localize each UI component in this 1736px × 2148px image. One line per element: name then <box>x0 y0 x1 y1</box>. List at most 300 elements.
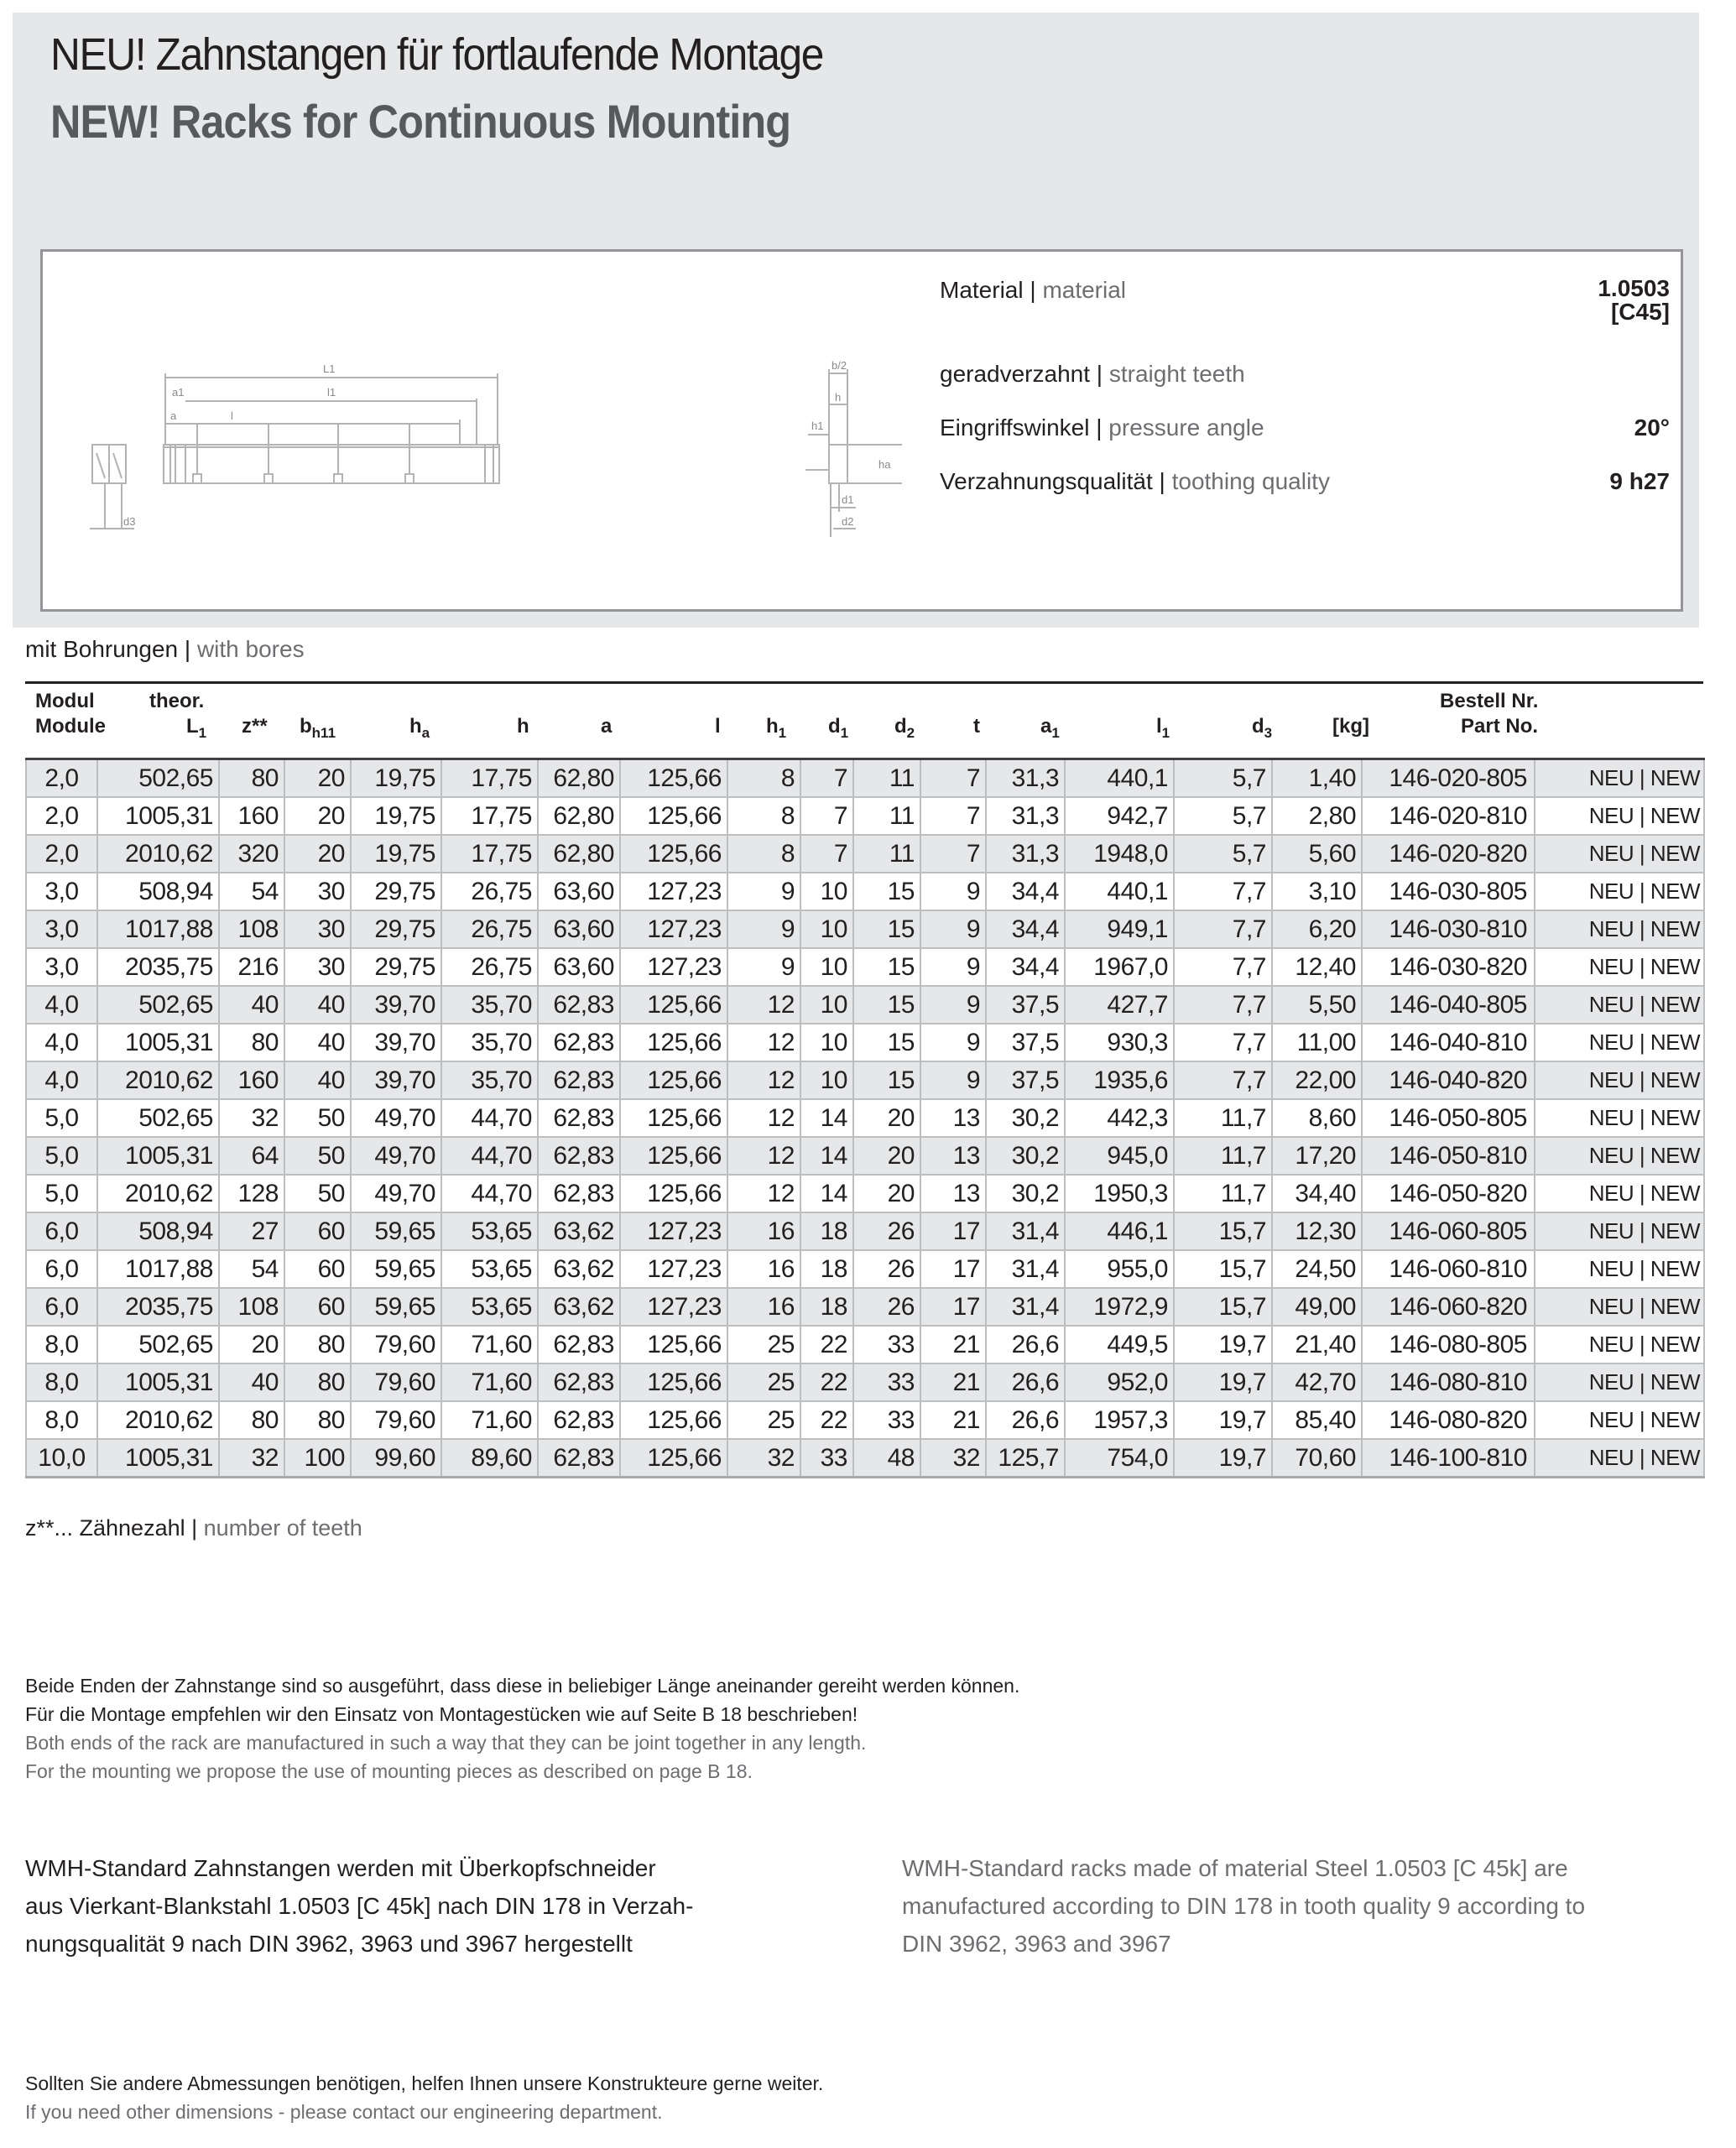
cell-t: 13 <box>920 1099 986 1137</box>
cell-l1: 442,3 <box>1065 1099 1174 1137</box>
cell-part: 146-040-805 <box>1362 986 1535 1024</box>
spec-toothing-quality <box>940 468 1670 495</box>
cell-h1: 9 <box>727 873 800 910</box>
cell-h1: 8 <box>727 797 800 835</box>
cell-d2: 20 <box>853 1137 920 1175</box>
table-top-rule <box>25 681 1703 684</box>
cell-z: 27 <box>219 1212 284 1250</box>
cell-part: 146-080-805 <box>1362 1326 1535 1363</box>
label-ha: ha <box>878 458 891 471</box>
cell-l1: 1950,3 <box>1065 1175 1174 1212</box>
cell-l1-theor: 1017,88 <box>97 910 219 948</box>
table-row <box>26 1439 1704 1478</box>
cell-module: 8,0 <box>26 1363 97 1401</box>
cell-l1-theor: 1017,88 <box>97 1250 219 1288</box>
cell-kg: 5,50 <box>1272 986 1362 1024</box>
header-h: h <box>517 715 529 738</box>
cell-h: 26,75 <box>441 948 538 986</box>
table-row <box>26 910 1704 948</box>
spec-label-de: geradverzahnt <box>940 361 1091 387</box>
cell-z: 160 <box>219 797 284 835</box>
cell-kg: 22,00 <box>1272 1061 1362 1099</box>
cell-l1: 440,1 <box>1065 873 1174 910</box>
cell-module: 3,0 <box>26 948 97 986</box>
cell-neu: NEU | NEW <box>1535 1439 1704 1478</box>
cell-z: 160 <box>219 1061 284 1099</box>
cell-h: 26,75 <box>441 873 538 910</box>
cell-l1: 1935,6 <box>1065 1061 1174 1099</box>
cell-t: 9 <box>920 986 986 1024</box>
cell-a: 62,83 <box>538 1061 620 1099</box>
standard-de-line: nungsqualität 9 nach DIN 3962, 3963 und 3967 hergestellt <box>25 1931 633 1957</box>
table-row <box>26 1250 1704 1288</box>
cell-module: 4,0 <box>26 1061 97 1099</box>
cell-a: 62,83 <box>538 1439 620 1478</box>
cell-h: 44,70 <box>441 1175 538 1212</box>
header-text: d <box>894 715 907 738</box>
cell-a1: 30,2 <box>986 1099 1065 1137</box>
cell-t: 9 <box>920 1061 986 1099</box>
cell-d1: 18 <box>800 1288 853 1326</box>
cell-h: 17,75 <box>441 797 538 835</box>
cell-z: 216 <box>219 948 284 986</box>
cell-d1: 22 <box>800 1401 853 1439</box>
label-d1: d1 <box>842 493 854 506</box>
cell-t: 21 <box>920 1326 986 1363</box>
cell-a1: 31,4 <box>986 1212 1065 1250</box>
footnote-de: z**... Zähnezahl <box>25 1515 185 1541</box>
contact-de: Sollten Sie andere Abmessungen benötigen, helfen Ihnen unsere Konstrukteure gerne weiter. <box>25 2072 824 2094</box>
cell-ha: 59,65 <box>351 1212 441 1250</box>
cell-b: 50 <box>284 1137 351 1175</box>
cell-l1: 955,0 <box>1065 1250 1174 1288</box>
cell-module: 2,0 <box>26 759 97 798</box>
cell-module: 6,0 <box>26 1250 97 1288</box>
cell-d2: 20 <box>853 1099 920 1137</box>
cell-d3: 19,7 <box>1174 1439 1272 1478</box>
header-l1 <box>1156 715 1170 742</box>
cell-l1-theor: 502,65 <box>97 759 219 798</box>
cell-d1: 10 <box>800 910 853 948</box>
cell-l: 127,23 <box>620 1288 727 1326</box>
label-a: a <box>170 409 177 422</box>
header-h1 <box>766 715 786 742</box>
cell-h: 71,60 <box>441 1401 538 1439</box>
cell-h: 89,60 <box>441 1439 538 1478</box>
cell-kg: 49,00 <box>1272 1288 1362 1326</box>
cell-ha: 29,75 <box>351 873 441 910</box>
cell-l1-theor: 2010,62 <box>97 1175 219 1212</box>
cell-b: 80 <box>284 1326 351 1363</box>
standard-en-line: DIN 3962, 3963 and 3967 <box>902 1931 1171 1957</box>
cell-h: 17,75 <box>441 759 538 798</box>
cell-h: 44,70 <box>441 1137 538 1175</box>
cell-d1: 10 <box>800 948 853 986</box>
cell-d3: 15,7 <box>1174 1212 1272 1250</box>
cell-a1: 30,2 <box>986 1175 1065 1212</box>
cell-d1: 14 <box>800 1099 853 1137</box>
cell-b: 60 <box>284 1288 351 1326</box>
label-a1: a1 <box>172 386 185 399</box>
cell-z: 20 <box>219 1326 284 1363</box>
table-row <box>26 1099 1704 1137</box>
cell-l1: 945,0 <box>1065 1137 1174 1175</box>
header-sub: 1 <box>840 725 849 741</box>
header-text: a <box>1040 715 1052 738</box>
cell-d3: 5,7 <box>1174 835 1272 873</box>
note-de-2: Für die Montage empfehlen wir den Einsatz von Montagestücken wie auf Seite B 18 beschrieben! <box>25 1703 858 1725</box>
cell-h1: 12 <box>727 986 800 1024</box>
cell-module: 5,0 <box>26 1175 97 1212</box>
cell-neu: NEU | NEW <box>1535 873 1704 910</box>
cell-h1: 12 <box>727 1099 800 1137</box>
cell-a: 63,62 <box>538 1288 620 1326</box>
cell-l: 125,66 <box>620 1401 727 1439</box>
cell-neu: NEU | NEW <box>1535 1137 1704 1175</box>
cell-d3: 7,7 <box>1174 910 1272 948</box>
cell-l1-theor: 1005,31 <box>97 1363 219 1401</box>
cell-part: 146-060-820 <box>1362 1288 1535 1326</box>
spec-material <box>940 275 1670 325</box>
cell-t: 21 <box>920 1401 986 1439</box>
cell-d3: 19,7 <box>1174 1401 1272 1439</box>
cell-l1: 930,3 <box>1065 1024 1174 1061</box>
cell-part: 146-050-820 <box>1362 1175 1535 1212</box>
header-a: a <box>601 715 613 738</box>
separator: | <box>1030 277 1036 303</box>
header-text: d <box>1252 715 1264 738</box>
cell-ha: 19,75 <box>351 797 441 835</box>
cell-d1: 10 <box>800 986 853 1024</box>
cell-t: 17 <box>920 1250 986 1288</box>
rack-body <box>164 445 499 483</box>
cell-kg: 21,40 <box>1272 1326 1362 1363</box>
cell-module: 2,0 <box>26 835 97 873</box>
cell-l1-theor: 1005,31 <box>97 1137 219 1175</box>
cell-d3: 7,7 <box>1174 948 1272 986</box>
cell-neu: NEU | NEW <box>1535 1061 1704 1099</box>
cell-d3: 7,7 <box>1174 873 1272 910</box>
header-sub: 1 <box>198 725 207 741</box>
label-d2: d2 <box>842 515 854 528</box>
cell-module: 4,0 <box>26 1024 97 1061</box>
cell-d3: 11,7 <box>1174 1099 1272 1137</box>
spec-label-en: pressure angle <box>1108 414 1264 441</box>
cell-d2: 11 <box>853 797 920 835</box>
cell-h1: 8 <box>727 759 800 798</box>
cell-neu: NEU | NEW <box>1535 1024 1704 1061</box>
spec-label-de: Eingriffswinkel <box>940 414 1090 441</box>
cell-z: 54 <box>219 1250 284 1288</box>
cell-ha: 49,70 <box>351 1099 441 1137</box>
cell-a: 63,60 <box>538 873 620 910</box>
cell-h1: 12 <box>727 1175 800 1212</box>
cell-part: 146-030-805 <box>1362 873 1535 910</box>
header-text: h <box>766 715 779 738</box>
cell-part: 146-040-810 <box>1362 1024 1535 1061</box>
table-row <box>26 1212 1704 1250</box>
cell-d2: 33 <box>853 1401 920 1439</box>
cell-kg: 70,60 <box>1272 1439 1362 1478</box>
cell-h1: 9 <box>727 910 800 948</box>
cell-part: 146-050-805 <box>1362 1099 1535 1137</box>
spec-label-en: material <box>1042 277 1127 303</box>
cell-h1: 16 <box>727 1250 800 1288</box>
cell-d3: 5,7 <box>1174 797 1272 835</box>
cell-part: 146-080-810 <box>1362 1363 1535 1401</box>
cell-h: 71,60 <box>441 1363 538 1401</box>
cell-d2: 15 <box>853 948 920 986</box>
cell-module: 3,0 <box>26 873 97 910</box>
cell-d2: 15 <box>853 1024 920 1061</box>
cell-a: 62,83 <box>538 1326 620 1363</box>
spec-label-de: Verzahnungsqualität <box>940 468 1153 494</box>
cell-l1: 1948,0 <box>1065 835 1174 873</box>
cell-d1: 22 <box>800 1363 853 1401</box>
cell-b: 30 <box>284 873 351 910</box>
spec-value: 20° <box>1634 414 1670 441</box>
cell-d2: 15 <box>853 1061 920 1099</box>
cell-h1: 12 <box>727 1137 800 1175</box>
cell-a1: 37,5 <box>986 986 1065 1024</box>
cell-t: 9 <box>920 910 986 948</box>
cell-h: 53,65 <box>441 1288 538 1326</box>
cell-kg: 6,20 <box>1272 910 1362 948</box>
cell-l: 127,23 <box>620 1250 727 1288</box>
cell-kg: 1,40 <box>1272 759 1362 798</box>
spec-label-de: Material <box>940 277 1024 303</box>
cell-a: 62,83 <box>538 1175 620 1212</box>
footnote <box>25 1515 362 1541</box>
cell-kg: 24,50 <box>1272 1250 1362 1288</box>
cell-h1: 25 <box>727 1401 800 1439</box>
header-d3 <box>1252 715 1272 742</box>
footnote-en: number of teeth <box>203 1515 362 1541</box>
standard-de-line: aus Vierkant-Blankstahl 1.0503 [C 45k] nach DIN 178 in Verzah- <box>25 1893 694 1919</box>
cell-module: 8,0 <box>26 1326 97 1363</box>
cell-z: 64 <box>219 1137 284 1175</box>
cell-neu: NEU | NEW <box>1535 1288 1704 1326</box>
cell-b: 40 <box>284 1024 351 1061</box>
cell-l1: 1957,3 <box>1065 1401 1174 1439</box>
cell-a1: 34,4 <box>986 873 1065 910</box>
header-b <box>300 715 336 742</box>
header-sub: 2 <box>906 725 915 741</box>
cell-a: 63,60 <box>538 948 620 986</box>
cell-a: 62,83 <box>538 1099 620 1137</box>
spec-label-en: toothing quality <box>1171 468 1330 494</box>
header-sub: h11 <box>311 725 336 741</box>
cell-t: 9 <box>920 1024 986 1061</box>
spec-value <box>1598 277 1670 324</box>
header-sub: 1 <box>778 725 787 741</box>
cell-a: 62,83 <box>538 1137 620 1175</box>
cell-b: 60 <box>284 1250 351 1288</box>
side-section <box>829 445 847 483</box>
cell-a1: 30,2 <box>986 1137 1065 1175</box>
cell-a: 62,83 <box>538 1401 620 1439</box>
cell-neu: NEU | NEW <box>1535 797 1704 835</box>
cell-l: 125,66 <box>620 1439 727 1478</box>
cell-a: 62,80 <box>538 797 620 835</box>
cell-ha: 79,60 <box>351 1401 441 1439</box>
cell-a: 63,62 <box>538 1250 620 1288</box>
cell-b: 60 <box>284 1212 351 1250</box>
cell-a1: 31,3 <box>986 835 1065 873</box>
cell-d3: 7,7 <box>1174 1061 1272 1099</box>
separator: | <box>1096 414 1103 441</box>
cell-l1: 754,0 <box>1065 1439 1174 1478</box>
cell-a1: 26,6 <box>986 1363 1065 1401</box>
cell-ha: 99,60 <box>351 1439 441 1478</box>
cell-d2: 48 <box>853 1439 920 1478</box>
standard-en-line: manufactured according to DIN 178 in tooth quality 9 according to <box>902 1893 1586 1919</box>
cell-h: 35,70 <box>441 1061 538 1099</box>
cell-neu: NEU | NEW <box>1535 1401 1704 1439</box>
cell-d3: 19,7 <box>1174 1326 1272 1363</box>
spec-label-en: straight teeth <box>1108 361 1245 387</box>
header-sub: a <box>421 725 430 741</box>
cell-l1-theor: 2010,62 <box>97 835 219 873</box>
header-sub: 1 <box>1161 725 1170 741</box>
cell-part: 146-080-820 <box>1362 1401 1535 1439</box>
table-row <box>26 986 1704 1024</box>
cell-d2: 11 <box>853 835 920 873</box>
cell-ha: 29,75 <box>351 948 441 986</box>
cell-l1-theor: 2035,75 <box>97 1288 219 1326</box>
cell-a: 62,80 <box>538 759 620 798</box>
cell-z: 80 <box>219 759 284 798</box>
cell-h1: 25 <box>727 1326 800 1363</box>
cell-ha: 39,70 <box>351 1024 441 1061</box>
cell-l1: 440,1 <box>1065 759 1174 798</box>
cell-l: 125,66 <box>620 1061 727 1099</box>
cell-kg: 85,40 <box>1272 1401 1362 1439</box>
cell-t: 21 <box>920 1363 986 1401</box>
cell-neu: NEU | NEW <box>1535 1363 1704 1401</box>
header-text: b <box>300 715 312 738</box>
table-row <box>26 1137 1704 1175</box>
cell-b: 20 <box>284 759 351 798</box>
page-title-en: NEW! Racks for Continuous Mounting <box>50 95 791 148</box>
header-text: l <box>1156 715 1162 738</box>
cell-t: 7 <box>920 759 986 798</box>
cell-a1: 125,7 <box>986 1439 1065 1478</box>
cell-part: 146-020-820 <box>1362 835 1535 873</box>
table-row <box>26 1363 1704 1401</box>
cell-t: 17 <box>920 1288 986 1326</box>
cell-d2: 26 <box>853 1250 920 1288</box>
cell-z: 40 <box>219 986 284 1024</box>
cell-l1-theor: 2035,75 <box>97 948 219 986</box>
cell-h1: 16 <box>727 1212 800 1250</box>
label-h: h <box>835 391 842 404</box>
cell-module: 4,0 <box>26 986 97 1024</box>
cell-l1-theor: 1005,31 <box>97 1439 219 1478</box>
cell-d1: 7 <box>800 797 853 835</box>
cell-a: 62,80 <box>538 835 620 873</box>
cell-h: 35,70 <box>441 1024 538 1061</box>
cell-kg: 17,20 <box>1272 1137 1362 1175</box>
spec-pressure-angle <box>940 414 1670 441</box>
cell-a1: 31,3 <box>986 759 1065 798</box>
cell-neu: NEU | NEW <box>1535 1175 1704 1212</box>
cell-part: 146-020-805 <box>1362 759 1535 798</box>
cell-l1: 1967,0 <box>1065 948 1174 986</box>
cell-kg: 3,10 <box>1272 873 1362 910</box>
table-row <box>26 948 1704 986</box>
cell-kg: 34,40 <box>1272 1175 1362 1212</box>
cell-b: 50 <box>284 1175 351 1212</box>
cell-neu: NEU | NEW <box>1535 1250 1704 1288</box>
cell-b: 20 <box>284 797 351 835</box>
header-L1 <box>186 715 206 742</box>
cell-d2: 11 <box>853 759 920 798</box>
note-en-2: For the mounting we propose the use of mounting pieces as described on page B 18. <box>25 1760 753 1782</box>
cell-z: 80 <box>219 1401 284 1439</box>
label-L1: L1 <box>323 362 336 375</box>
cell-l1-theor: 508,94 <box>97 873 219 910</box>
table-row <box>26 835 1704 873</box>
cell-h: 17,75 <box>441 835 538 873</box>
header-part-en: Part No. <box>1461 715 1539 738</box>
header-sub: 3 <box>1264 725 1273 741</box>
cell-l: 127,23 <box>620 873 727 910</box>
cell-d2: 15 <box>853 986 920 1024</box>
header-part-de: Bestell Nr. <box>1440 690 1539 712</box>
header-d1 <box>828 715 848 742</box>
cell-module: 10,0 <box>26 1439 97 1478</box>
cell-l1-theor: 502,65 <box>97 1099 219 1137</box>
cell-d3: 7,7 <box>1174 1024 1272 1061</box>
cell-a: 62,83 <box>538 986 620 1024</box>
subtitle-en: with bores <box>196 636 305 662</box>
cell-kg: 8,60 <box>1272 1099 1362 1137</box>
cell-l: 125,66 <box>620 1175 727 1212</box>
cell-kg: 2,80 <box>1272 797 1362 835</box>
cell-part: 146-050-810 <box>1362 1137 1535 1175</box>
cell-module: 6,0 <box>26 1212 97 1250</box>
cell-d2: 33 <box>853 1363 920 1401</box>
cell-t: 7 <box>920 797 986 835</box>
cell-ha: 79,60 <box>351 1326 441 1363</box>
cell-d1: 14 <box>800 1175 853 1212</box>
cell-d3: 11,7 <box>1174 1175 1272 1212</box>
cell-h1: 16 <box>727 1288 800 1326</box>
cell-t: 9 <box>920 948 986 986</box>
cell-l: 125,66 <box>620 759 727 798</box>
cell-l1: 449,5 <box>1065 1326 1174 1363</box>
cell-b: 80 <box>284 1363 351 1401</box>
cell-l1: 1972,9 <box>1065 1288 1174 1326</box>
cell-h: 35,70 <box>441 986 538 1024</box>
cell-part: 146-020-810 <box>1362 797 1535 835</box>
cell-part: 146-060-805 <box>1362 1212 1535 1250</box>
cell-b: 100 <box>284 1439 351 1478</box>
cell-l: 125,66 <box>620 1326 727 1363</box>
cell-neu: NEU | NEW <box>1535 1212 1704 1250</box>
standard-de-line: WMH-Standard Zahnstangen werden mit Überkopfschneider <box>25 1855 656 1881</box>
header-kg: [kg] <box>1332 715 1369 738</box>
cell-l1: 427,7 <box>1065 986 1174 1024</box>
label-d3: d3 <box>123 515 136 528</box>
subtitle-de: mit Bohrungen <box>25 636 179 662</box>
cell-l1-theor: 502,65 <box>97 986 219 1024</box>
table-row <box>26 1175 1704 1212</box>
cell-ha: 39,70 <box>351 986 441 1024</box>
cell-d1: 18 <box>800 1250 853 1288</box>
cell-part: 146-060-810 <box>1362 1250 1535 1288</box>
